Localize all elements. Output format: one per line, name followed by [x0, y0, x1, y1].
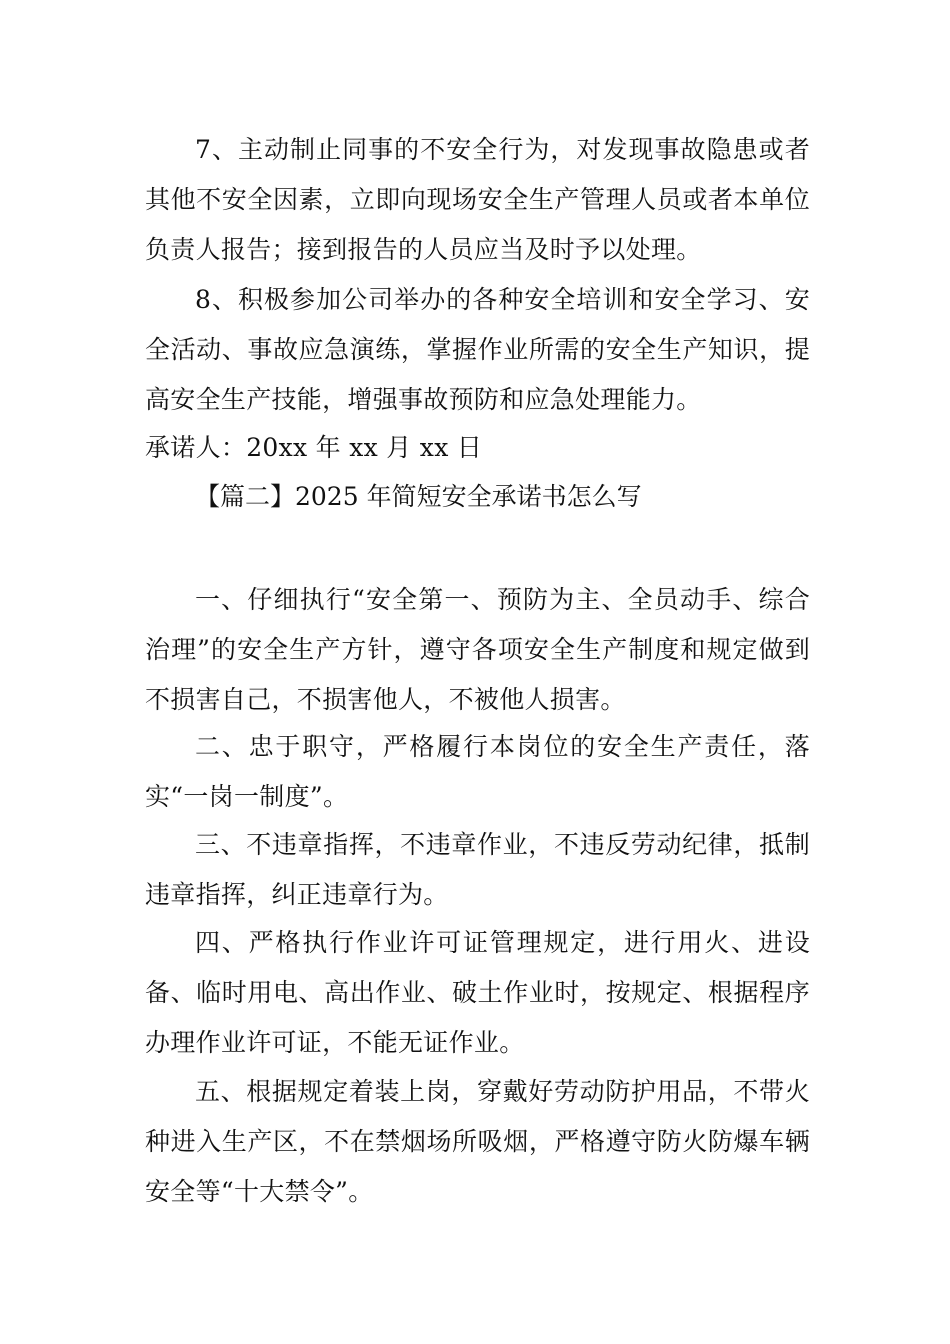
paragraph-item-1: 一、仔细执行“安全第一、预防为主、全员动手、综合治理”的安全生产方针，遵守各项安全生产制度和规定做到不损害自己，不损害他人，不被他人损害。 [145, 585, 810, 714]
section-title: 【篇二】2025 年简短安全承诺书怎么写 [195, 482, 642, 511]
paragraph-item-8: 8、积极参加公司举办的各种安全培训和安全学习、安全活动、事故应急演练，掌握作业所需的安全生产知识，提高安全生产技能，增强事故预防和应急处理能力。 [145, 285, 810, 414]
paragraph-item-2: 二、忠于职守，严格履行本岗位的安全生产责任，落实“一岗一制度”。 [145, 732, 810, 811]
paragraph-item-7: 7、主动制止同事的不安全行为，对发现事故隐患或者其他不安全因素，立即向现场安全生产管理人员或者本单位负责人报告；接到报告的人员应当及时予以处理。 [145, 135, 810, 264]
paragraph-item-5: 五、根据规定着装上岗，穿戴好劳动防护用品，不带火种进入生产区，不在禁烟场所吸烟，严格遵守防火防爆车辆安全等“十大禁令”。 [145, 1077, 810, 1206]
signature-line: 承诺人：20xx 年 xx 月 xx 日 [145, 433, 483, 462]
paragraph-item-3: 三、不违章指挥，不违章作业，不违反劳动纪律，抵制违章指挥，纠正违章行为。 [145, 830, 810, 909]
paragraph-item-4: 四、严格执行作业许可证管理规定，进行用火、进设备、临时用电、高出作业、破土作业时，按规定、根据程序办理作业许可证，不能无证作业。 [145, 928, 810, 1057]
